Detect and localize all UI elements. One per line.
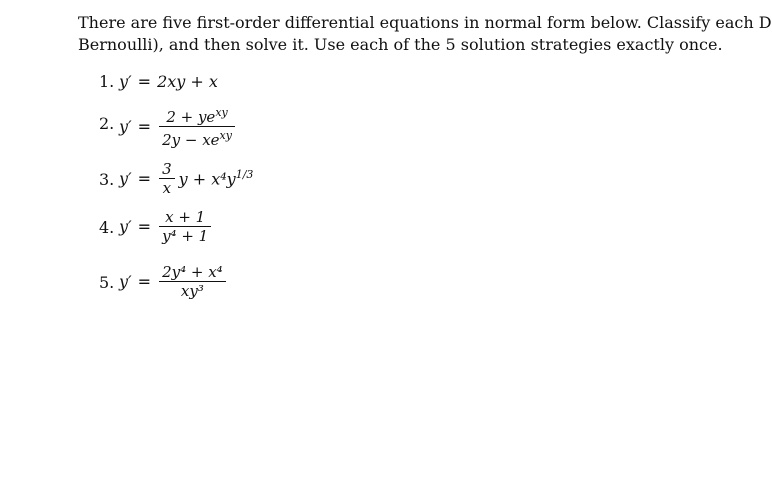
denominator: x bbox=[162, 179, 172, 197]
numerator: x + 1 bbox=[165, 208, 206, 226]
superscript: xy bbox=[219, 129, 232, 142]
equation-lhs: y′ bbox=[119, 217, 132, 236]
problem-statement bbox=[78, 12, 772, 56]
equation-body bbox=[119, 208, 213, 245]
denominator: $2y - xe^{xy}$ bbox=[162, 129, 232, 149]
problem-line-1: There are five first-order differential equations in normal form below. Classify each D bbox=[78, 13, 772, 32]
equals-sign: = bbox=[137, 169, 152, 188]
equals-sign: = bbox=[137, 217, 152, 236]
problem-line-2: Bernoulli), and then solve it. Use each of the 5 solution strategies exactly once. bbox=[78, 35, 723, 54]
equation-body bbox=[119, 104, 237, 149]
equals-sign: = bbox=[137, 272, 152, 291]
denominator: xy³ bbox=[180, 282, 204, 300]
equation-lhs: y′ bbox=[119, 169, 132, 188]
numerator: 2y⁴ + x⁴ bbox=[162, 263, 223, 281]
equation-lhs: y′ bbox=[119, 72, 132, 91]
superscript: xy bbox=[215, 106, 228, 119]
equation-tail: $y + x^4y^{1/3}$ bbox=[178, 168, 254, 189]
equation-number: 2. bbox=[99, 114, 115, 133]
equation-body bbox=[119, 160, 253, 197]
equation-number: 1. bbox=[99, 72, 115, 91]
equation-number: 5. bbox=[99, 273, 115, 292]
superscript: 1/3 bbox=[235, 168, 254, 182]
equation-number: 3. bbox=[99, 170, 115, 189]
denominator: y⁴ + 1 bbox=[162, 227, 209, 245]
numerator: $2 + ye^{xy}$ bbox=[166, 106, 228, 126]
equation-body bbox=[119, 263, 228, 300]
equation-lhs: y′ bbox=[119, 117, 132, 136]
fraction bbox=[159, 104, 235, 149]
equation-number: 4. bbox=[99, 218, 115, 237]
fraction bbox=[159, 263, 226, 300]
fraction bbox=[159, 160, 175, 197]
equation-body bbox=[119, 72, 218, 91]
equals-sign: = bbox=[137, 117, 152, 136]
equation-rhs: 2xy + x bbox=[157, 72, 218, 91]
fraction bbox=[159, 208, 211, 245]
equation-lhs: y′ bbox=[119, 272, 132, 291]
equals-sign: = bbox=[137, 72, 152, 91]
numerator: 3 bbox=[162, 160, 172, 178]
